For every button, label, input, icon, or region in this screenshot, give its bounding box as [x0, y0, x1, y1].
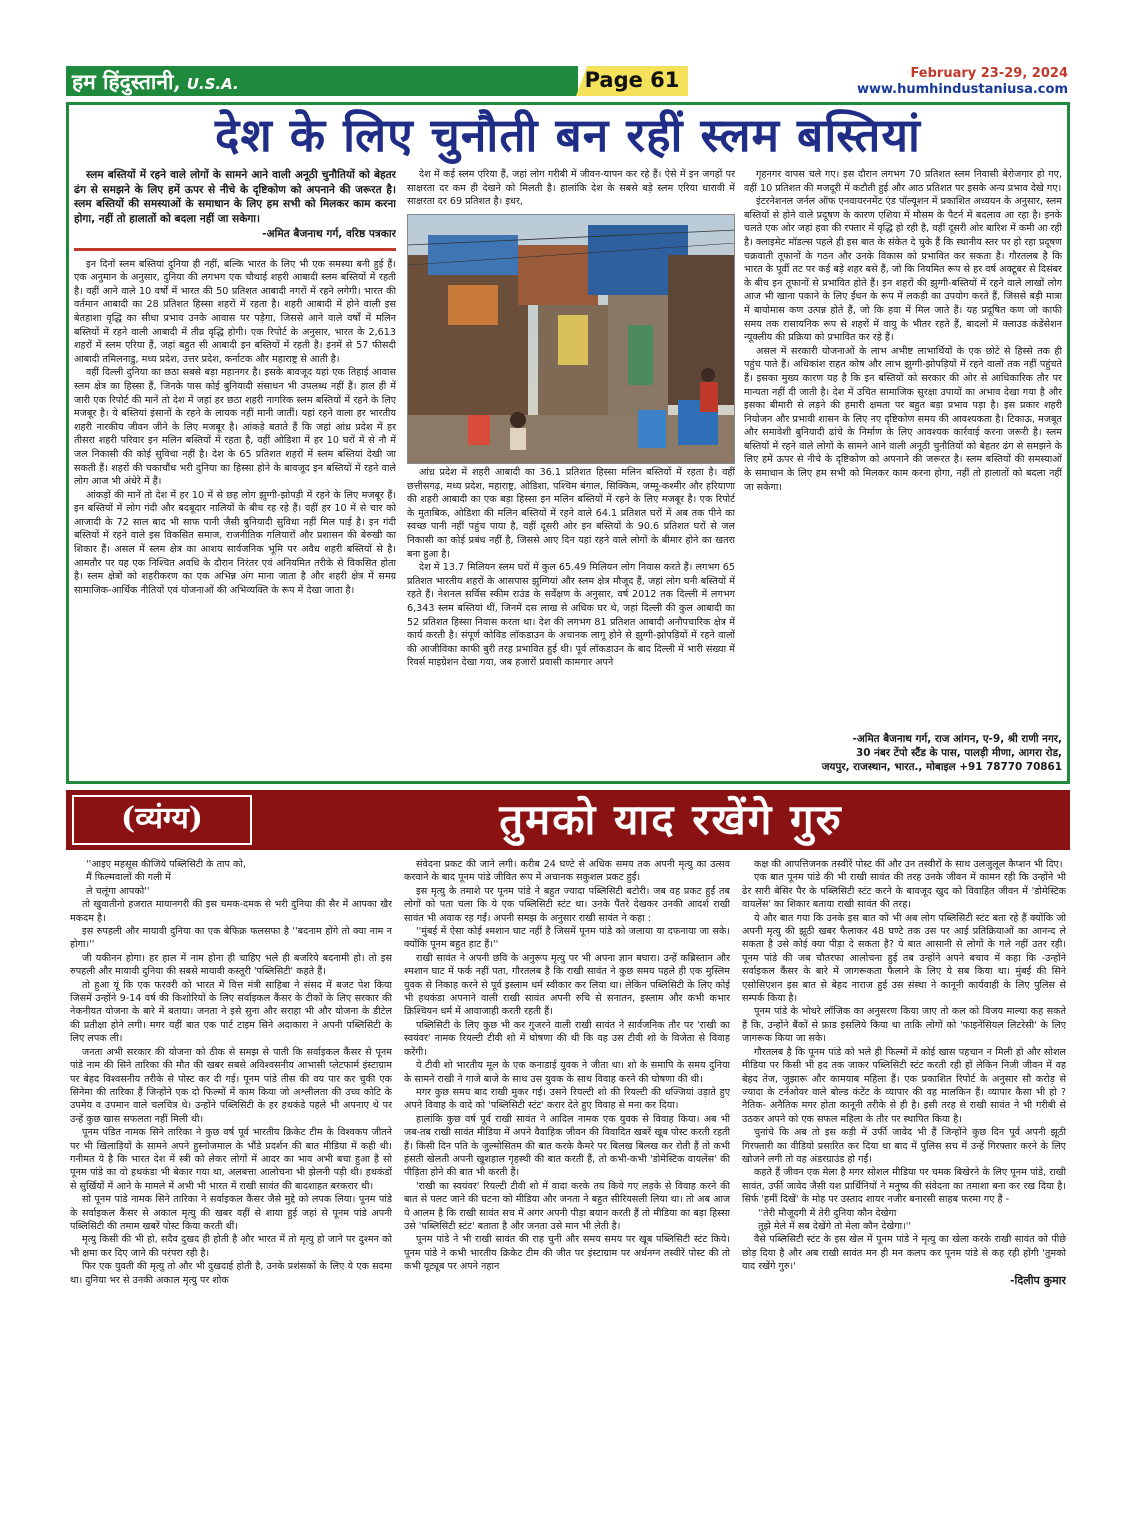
paragraph: वहीं दिल्ली दुनिया का छठा सबसे बड़ा महानगर है। इसके बावजूद यहां एक तिहाई आवास स्लम क्षेत्र का हिस्सा हैं, जिनके पास कोई बुनियादी संसाधन भी उपलब्ध नहीं हैं। हाल ही में जारी एक रिपोर्ट की मानें तो देश में जहां हर छठा शहरी नागरिक स्लम बस्तियों में रहने के लिए मजबूर है। ये बस्तियां इंसानों के रहने के लायक नहीं मानी जातीं। यहां रहने वाला हर भारतीय शहरी नारकीय जीवन जीने के लिए मजबूर है। आंकड़े बताते हैं कि जहां आंध्र प्रदेश में हर तीसरा शहरी परिवार इन मलिन बस्तियों में रहता है, वहीं ओडिशा में हर 10 घरों में से नौ में जल निकासी की कोई सुविधा नहीं है। देश के 65 प्रतिशत शहरों में स्लम बस्तियां देखी जा सकती हैं। शहरों की चकाचौंध भरी दुनिया का हिस्सा होने के बावजूद इन बस्तियों में रहने वाले लोग आज भी अंधेरे में हैं।: [74, 367, 396, 488]
newspaper-country: U.S.A.: [186, 75, 239, 93]
page-number: Page 61: [584, 68, 680, 92]
paragraph: इस मृत्यु के तमाशे पर पूनम पांडे ने बहुत ज्यादा पब्लिसिटी बटोरी। जब वह प्रकट हुईं तब लोगों को पता चला कि ये एक पब्लिसिटी स्टंट था। उनके पैंतरे देखकर उनकी आदर्श राखी सावंत भी अवाक रह गईं। अपनी समझ के अनुसार राखी सावंत ने कहा :: [404, 885, 730, 924]
paragraph: ये टीवी शो भारतीय मूल के एक कनाडाई युवक ने जीता था। शो के समापि के समय दुनिया के सामने राखी ने गाजे बाजे के साथ उस युवक के साथ विवाह करने की घोषणा की थी।: [404, 1060, 730, 1085]
paragraph: 'राखी का स्वयंवर' रियल्टी टीवी शो में वादा करके तय किये गए लड़के से विवाह करने की बात से पलट जाने की घटना को मीडिया और जनता ने बहुत सीरियसली लिया था। तो अब आज ये आलम है कि राखी सावंत सच में अगर अपनी पीड़ा बयान करती हैं तो मीडिया का बड़ा हिस्सा उसे 'पब्लिसिटी स्टंट' बताता है और जनता उसे मान भी लेती है।: [404, 1180, 730, 1232]
article1-signature: [744, 732, 1062, 778]
paragraph: गृहनगर वापस चले गए। इस दौरान लगभग 70 प्रतिशत स्लम निवासी बेरोजगार हो गए, वहीं 10 प्रतिशत की मजदूरी में कटौती हुई और आठ प्रतिशत पर इसके अन्य प्रभाव देखे गए।: [744, 169, 1062, 194]
paragraph: फिर एक युवती की मृत्यु तो और भी दुखदाई होती है, उनके प्रशंसकों के लिए ये एक सदमा था। दुनिया भर से उनकी अकाल मृत्यु पर शोक: [70, 1261, 392, 1286]
paragraph: कहते हैं जीवन एक मेला है मगर सोशल मीडिया पर चमक बिखेरने के लिए पूनम पांडे, राखी सावंत, उर्फी जावेद जैसी यश प्रार्थिनियों ने मनुष्य की संवेदना का तमाशा बना कर रख दिया है। सिर्फ 'हमीं दिखें' के मोह पर उस्ताद शायर नजीर बनारसी साहब फरमा गए हैं -: [742, 1167, 1066, 1206]
poem-line: तुझे मेले में सब देखेंगे तो मेला कौन देखेगा।'': [758, 1220, 911, 1232]
paragraph: जनता अभी सरकार की योजना को ठीक से समझ से पाती कि सर्वाइकल कैंसर से पूनम पांडे नाम की सिने तारिका की मौत की खबर सबसे अविश्वसनीय आभासी प्लेटफार्म इंस्टाग्राम पर बेहद विश्वसनीय तरीके से पोस्ट कर दी गई। पूनम पांडे तीस की वय पार कर चुकी एक सिनेमा की तारिका हैं जिन्होंने एक दो फिल्मों में काम किया जो अश्लीलता की उच्च कोटि के उपमेय व उपमान वाले चलचित्र थे। उन्होंने पब्लिसिटी के हर हथकंडे पहले भी अपनाए थे पर उन्हें कुछ खास सफलता नहीं मिली थी।: [70, 1046, 392, 1125]
paragraph: गौरतलब है कि पूनम पांडे को भले ही फिल्मों में कोई खास पहचान न मिली हो और सोशल मीडिया पर किसी भी हद तक जाकर पब्लिसिटी स्टंट करती रही हों लेकिन निजी जीवन में वह बेहद तेज, जुझारू और कामयाब महिला हैं। एक प्रकाशित रिपोर्ट के अनुसार सौ करोड़ से ज्यादा के टर्नओवर वाले बोल्ड कंटेंट के व्यापार की वह मालकिन हैं। व्यापार कैसा भी हो ?नैतिक- अनैतिक मगर होता कानूनी तरीके से ही है। इसी तरह से राखी सावंत ने भी गरीबी से उठकर अपने को एक सफल महिला के तौर पर स्थापित किया है।: [742, 1046, 1066, 1125]
article1-byline: -अमित बैजनाथ गर्ग, वरिष्ठ पत्रकार: [262, 228, 396, 240]
paragraph: संवेदना प्रकट की जाने लगी। करीब 24 घण्टे से अधिक समय तक अपनी मृत्यु का उत्सव करवाने के बाद पूनम पांडे जीवित रूप में अचानक सकुशल प्रकट हुईं।: [404, 859, 730, 884]
poem-line: ले चलूंगा आपको'': [86, 885, 150, 897]
article1-column-2-top: [407, 168, 735, 212]
paragraph: वैसे पब्लिसिटी स्टंट के इस खेल में पूनम पांडे ने मृत्यु का खेला करके राखी सावंत को पीछे छोड़ दिया है और अब राखी सावंत मन ही मन कलप कर पूनम पांडे से कह रही होंगी 'तुमको याद रखेंगे गुरु।': [742, 1234, 1066, 1273]
paragraph: जी यकीनन होगा। हर हाल में नाम होना ही चाहिए भले ही बजरिये बदनामी हो। तो इस रुपहली और मायावी दुनिया की सबसे मायावी कस्तूरी 'पब्लिसिटी' कहते हैं।: [70, 952, 392, 978]
article2-banner: [66, 790, 1070, 850]
article2-tag: (व्यंग्य): [121, 801, 203, 836]
article2-headline: तुमको याद रखेंगे गुरु: [499, 795, 843, 844]
paragraph: पूनम पांडे ने भी राखी सावंत की राह चुनी और समय समय पर खूब पब्लिसिटी स्टंट किये। पूनम पांडे ने कभी भारतीय क्रिकेट टीम की जीत पर इंस्टाग्राम पर अर्धनग्न तस्वीरें पोस्ट की तो कभी यूट्यूब पर अपने नहान: [404, 1234, 730, 1273]
masthead: [66, 66, 1070, 98]
paragraph: आंकड़ों की मानें तो देश में हर 10 में से छह लोग झुग्गी-झोपड़ी में रहने के लिए मजबूर हैं। इन बस्तियों में लोग गंदी और बदबूदार नालियों के बीच रह रहे हैं। वहीं हर 10 में से चार को आजादी के 72 साल बाद भी साफ पानी जैसी बुनियादी सुविधा नहीं मिल पाई है। इन गंदी बस्तियों में रहने वाले इस विकसित समाज, राजनीतिक गलियारों और प्रशासन की बेरुखी का शिकार हैं। असल में स्लम क्षेत्र का आशय सार्वजनिक भूमि पर अवैध शहरी बस्तियों से है। आमतौर पर यह एक निश्चित अवधि के दौरान निरंतर एवं अनियमित तरीके से विकसित होता है। स्लम क्षेत्रों को शहरीकरण का एक अभिन्न अंग माना जाता है और शहरी क्षेत्र में समग्र सामाजिक-आर्थिक नीतियों एवं योजनाओं की अभिव्यक्ति के रूप में देखा जाता है।: [74, 489, 396, 596]
poem-line: ''तेरी मौजूदगी में तेरी दुनिया कौन देखेगा: [758, 1207, 897, 1219]
paragraph: सो पूनम पांडे नामक सिने तारिका ने सर्वाइकल कैंसर जैसे मुद्दे को लपक लिया। पूनम पांडे के सर्वाइकल कैंसर से अकाल मृत्यु की खबर वहीं से शाया हुई जहां से पूनम पांडे अपनी पब्लिसिटी की तमाम खबरें पोस्ट किया करती थीं।: [70, 1194, 392, 1232]
poem-line: ''आइए महसूस कीजिये पब्लिसिटी के ताप को,: [86, 859, 246, 870]
red-divider: [74, 248, 396, 251]
paragraph: पब्लिसिटी के लिए कुछ भी कर गुजरने वाली राखी सावंत ने सार्वजनिक तौर पर 'राखी का स्वयंवर' नामक रियल्टी टीवी शो में घोषणा की थी कि वह उस टीवी शो के विजेता से विवाह करेंगी।: [404, 1019, 730, 1058]
article1-intro: स्लम बस्तियों में रहने वाले लोगों के सामने आने वाली अनूठी चुनौतियों को बेहतर ढंग से समझने के लिए हमें ऊपर से नीचे के दृष्टिकोण को अपनाने की जरूरत है। स्लम बस्तियों की समस्याओं के समाधान के लिए हम सभी को मिलकर काम करना होगा, नहीं तो हालातों को बदला नहीं जा सकेगा।: [74, 169, 396, 225]
paragraph: पूनम पंडित नामक सिने तारिका ने कुछ वर्ष पूर्व भारतीय क्रिकेट टीम के विश्वकप जीतने पर भी खिलाड़ियों के सामने अपने हुस्नोजमाल के भौंडे प्रदर्शन की बात मीडिया में कही थी। गनीमत ये है कि भारत देश में स्त्री को लेकर लोगों में आदर का भाव अभी बचा हुआ है सो पूनम पांडे का वो हथकंडा भी बेकार गया था, अलबत्ता आलोचना भी झेलनी पड़ी थी। हथकंडों से सुर्खियों में आने के मामले में अभी भी भारत में राखी सावंत की बादशाहत बरकरार थी।: [70, 1127, 392, 1192]
slum-photo: [407, 214, 735, 464]
paragraph: आंध्र प्रदेश में शहरी आबादी का 36.1 प्रतिशत हिस्सा मलिन बस्तियों में रहता है। वहीं छत्तीसगढ़, मध्य प्रदेश, महाराष्ट्र, ओडिशा, पश्चिम बंगाल, सिक्किम, जम्मू-कश्मीर और हरियाणा की शहरी आबादी का एक बड़ा हिस्सा इन मलिन बस्तियों में रहने के लिए मजबूर है। एक रिपोर्ट के मुताबिक, ओडिशा की मलिन बस्तियों में रहने वाले 64.1 प्रतिशत घरों में अब तक पीने का स्वच्छ पानी नहीं पहुंच पाया है, वहीं दूसरी ओर इन बस्तियों के 90.6 प्रतिशत घरों से जल निकासी का कोई प्रबंध नहीं है, जिससे आए दिन यहां रहने वाले लोगों के बीमार होने का खतरा बना हुआ है।: [407, 467, 735, 560]
issue-date: February 23-29, 2024: [910, 66, 1068, 81]
article1-column-2-bottom: [407, 466, 735, 778]
paragraph: इस रुपहली और मायावी दुनिया का एक बेफिक्र फलसफा है ''बदनाम होंगे तो क्या नाम न होगा।'': [70, 926, 392, 951]
paragraph: तो हुआ यूं कि एक फरवरी को भारत में वित्त मंत्री साहिबा ने संसद में बजट पेश किया जिसमें उन्होंने 9-14 वर्ष की किशोरियों के लिए सर्वाइकल कैंसर के टीकों के लिए सरकार की नेकनीयत योजना के बारे में बताया। जनता ने इसे सुना और सराहा भी और योजना के डीटेल की प्रतीक्षा होने लगी। मगर यहीं बात एक पार्ट टाइम सिने अदाकारा ने अपनी पब्लिसिटी के लिए लपक ली।: [70, 979, 392, 1045]
signature-line: जयपुर, राजस्थान, भारत., मोबाइल +91 78770 70861: [821, 761, 1062, 773]
paragraph: राखी सावंत ने अपनी छवि के अनुरूप मृत्यु पर भी अपना ज्ञान बघारा। उन्हें कब्रिस्तान और श्मशान घाट में फर्क नहीं पता, गौरतलब है कि राखी सावंत ने कुछ समय पहले ही एक मुस्लिम युवक से निकाह करने से पूर्व इस्लाम धर्म स्वीकार कर लिया था। लेकिन पब्लिसिटी के लिए कोई भी हथकंडा अपनाने वाली राखी सावंत अपनी रुचि से सनातन, इस्लाम और कभी कभार क्रिश्चियन धर्म में आवाजाही करती रहती हैं।: [404, 952, 730, 1018]
paragraph: देश में 13.7 मिलियन स्लम घरों में कुल 65.49 मिलियन लोग निवास करते हैं। लगभग 65 प्रतिशत भारतीय शहरों के आसपास झुग्गियां और स्लम क्षेत्र मौजूद हैं, जहां लोग घनी बस्तियों में रहते हैं। नेशनल सर्विस स्कीम राउंड के सर्वेक्षण के अनुसार, वर्ष 2012 तक दिल्ली में लगभग 6,343 स्लम बस्तियां थीं, जिनमें दस लाख से अधिक घर थे, जहां दिल्ली की कुल आबादी का 52 प्रतिशत हिस्सा निवास करता था। देश की लगभग 81 प्रतिशत आबादी अनौपचारिक क्षेत्र में कार्य करती है। संपूर्ण कोविड लॉकडाउन के अचानक लागू होने से झुग्गी-झोपड़ियों में रहने वालों की आजीविका काफी बुरी तरह प्रभावित हुई थी। पूर्व लॉकडाउन के बाद दिल्ली में भारी संख्या में रिवर्स माइग्रेशन देखा गया, जब हजारों प्रवासी कामगार अपने: [407, 562, 735, 669]
article2-column-3: [742, 858, 1066, 1474]
article1-column-3: [744, 168, 1062, 732]
paragraph: ये और बात गया कि उनके इस बात को भी अब लोग पब्लिसिटी स्टंट बता रहे हैं क्योंकि जो अपनी मृत्यु की झूठी खबर फैलाकर 48 घण्टे तक उस पर आई प्रतिक्रियाओं का आनन्द ले सकता है उसे कोई क्या पीड़ा दे सकता है? ये बात आसानी से लोगों के गले नहीं उतर रही। पूनम पांडे की जब चौतरफा आलोचना हुई तब उन्होंने अपने बचाव में कहा कि -उन्होंने सर्वाइकल कैंसर के बारे में जागरूकता फैलाने के लिए ये सब किया था। मुंबई की सिने एसोसिएशन इस बात से बेहद नाराज हुई उस संस्था ने कानूनी कार्यवाही के लिए पुलिस से सम्पर्क किया है।: [742, 912, 1066, 1005]
paragraph: हालांकि कुछ वर्ष पूर्व राखी सावंत ने आदिल नामक एक युवक से विवाह किया। अब भी जब-तब राखी सावंत मीडिया में अपने वैवाहिक जीवन की विवादित खबरें खूब पोस्ट करती रहती हैं। किसी दिन पति के जुल्मोसितम की बात करके कैमरे पर बिलख बिलख कर रोती हैं तो कभी हंसती खेलती अपनी खुशहाल गृहस्थी की बात करती हैं, तो कभी-कभी 'डोमेस्टिक वायलेंस' की पीड़िता होने की बात भी करती हैं।: [404, 1113, 730, 1179]
paragraph: एक बात पूनम पांडे की भी राखी सावंत की तरह उनके जीवन में कामन रही कि उन्होंने भी ढेर सारी बेसिर पैर के पब्लिसिटी स्टंट करने के बावजूद खुद को विवाहित जीवन में 'डोमेस्टिक वायलेंस' का शिकार बताया राखी सावंत की तरह।: [742, 872, 1066, 911]
article1-column-1: [74, 168, 396, 776]
paragraph: मृत्यु किसी की भी हो, सदैव दुखद ही होती है और भारत में तो मृत्यु हो जाने पर दुश्मन को भी क्षमा कर दिए जाने की परंपरा रही है।: [70, 1234, 392, 1259]
newspaper-name: हम हिंदुस्तानी, U.S.A.: [72, 69, 239, 94]
article2-column-1: [70, 858, 392, 1474]
paragraph: कक्ष की आपत्तिजनक तस्वीरें पोस्ट कीं और उन तस्वीरों के साथ उलजुलूल कैप्शन भी दिए।: [754, 859, 1063, 870]
signature-line: -अमित बैजनाथ गर्ग, राज आंगन, ए-9, श्री राणी नगर,: [852, 733, 1062, 745]
poem-line: मैं फिल्मवालों की गली में: [86, 872, 171, 884]
signature-line: 30 नंबर टेंपो स्टैंड के पास, पालड़ी मीणा, आगरा रोड,: [856, 747, 1062, 759]
article2-column-2: [404, 858, 730, 1474]
article1-headline: देश के लिए चुनौती बन रहीं स्लम बस्तियां: [215, 108, 921, 162]
paragraph: इन दिनों स्लम बस्तियां दुनिया ही नहीं, बल्कि भारत के लिए भी एक समस्या बनी हुई हैं। एक अनुमान के अनुसार, दुनिया की लगभग एक चौथाई शहरी आबादी स्लम बस्तियों में रहती है। वहीं आने वाले 10 वर्षों में भारत की 50 प्रतिशत आबादी नगरों में रहने लगेगी। भारत की वर्तमान आबादी का 28 प्रतिशत हिस्सा शहरों में रहता है। शहरी आबादी में होने वाली इस बेतहाशा वृद्धि का सीधा प्रभाव उनके आवास पर पड़ेगा, जिससे आने वाले वर्षों में मलिन बस्तियों में रहने वाली आबादी में तीव्र वृद्धि होगी। एक रिपोर्ट के अनुसार, भारत के 2,613 शहरों में स्लम एरिया हैं, जहां बहुत सी आबादी इन बस्तियों में रहती है। इनमें से 57 फीसदी आबादी तमिलनाडु, मध्य प्रदेश, उत्तर प्रदेश, कर्नाटक और महाराष्ट्र से आती है।: [74, 258, 396, 365]
slum-photo-icon: [408, 215, 735, 464]
paragraph: तो खुवातीनो हजरात मायानगरी की इस चमक-दमक से भरी दुनिया की सैर में आपका खैर मकदम है।: [70, 899, 392, 924]
paragraph: मगर कुछ समय बाद राखी मुकर गई। उसने रियल्टी शो की रियल्टी की धज्जियां उड़ाते हुए अपने विवाह के वादे को 'पब्लिसिटी स्टंट' करार देते हुए विवाह से मना कर दिया।: [404, 1086, 730, 1112]
paragraph: पूनम पांडे के भोथरे लॉजिक का अनुसरण किया जाए तो कल को विजय माल्या कह सकते हैं कि, उन्होंने बैंकों से फ्राड इसलिये किया था ताकि लोगों को 'फाइनेंसियल लिटरेसी' के लिए जागरूक किया जा सके।: [742, 1006, 1066, 1045]
paragraph: देश में कई स्लम एरिया हैं, जहां लोग गरीबी में जीवन-यापन कर रहे हैं। ऐसे में इन जगहों पर साक्षरता दर कम ही देखने को मिलती है। हालांकि देश के सबसे बड़े स्लम एरिया धारावी में साक्षरता दर 69 प्रतिशत है। इधर,: [407, 169, 735, 208]
article2-author: -दिलीप कुमार: [1009, 1273, 1066, 1287]
paragraph: ''मुंबई में ऐसा कोई श्मशान घाट नहीं है जिसमें पूनम पांडे को जलाया या दफनाया जा सके। क्योंकि पूनम बहुत हाट हैं।'': [404, 926, 730, 951]
paragraph: असल में सरकारी योजनाओं के लाभ अभीष्ट लाभार्थियों के एक छोटे से हिस्से तक ही पहुंच पाते हैं। अधिकांश राहत कोष और लाभ झुग्गी-झोपड़ियों में रहने वालों तक नहीं पहुंचते हैं। इसका मुख्य कारण यह है कि इन बस्तियों को सरकार की ओर से आधिकारिक तौर पर मान्यता नहीं दी जाती है। देश में उचित सामाजिक सुरक्षा उपायों का अभाव देखा गया है और इसका बीमारी से लड़ने की हमारी क्षमता पर बहुत बड़ा प्रभाव पड़ा है। इस प्रकार शहरी नियोजन और प्रभावी शासन के लिए नए दृष्टिकोण समय की आवश्यकता है। टिकाऊ, मजबूत और समावेशी बुनियादी ढांचे के निर्माण के लिए आवश्यक कार्रवाई करना जरूरी है। स्लम बस्तियों में रहने वाले लोगों के सामने आने वाली अनूठी चुनौतियों को बेहतर ढंग से समझने के लिए हमें ऊपर से नीचे के दृष्टिकोण को अपनाने की जरूरत है। स्लम बस्तियों की समस्याओं के समाधान के लिए हम सभी को मिलकर काम करना होगा, नहीं तो हालातों को बदला नहीं जा सकेगा।: [744, 345, 1062, 493]
paragraph: चुनांचे कि अब तो इस कड़ी में उर्फी जावेद भी हैं जिन्होंने कुछ दिन पूर्व अपनी झूठी गिरफ्तारी का वीडियो प्रसारित कर दिया था बाद में पुलिस सच में उन्हें गिरफ्तार करने के लिए खोजने लगी तो वह अंडरग्राउंड हो गईं।: [742, 1127, 1066, 1165]
paragraph: इंटरनेशनल जर्नल ऑफ एनवायरनमेंट एंड पॉल्यूशन में प्रकाशित अध्ययन के अनुसार, स्लम बस्तियों से होने वाले प्रदूषण के कारण एशिया में मौसम के पैटर्न में बदलाव आ रहा है। इनके चलते एक ओर जहां हवा की रफ्तार में वृद्धि हो रही है, वहीं दूसरी ओर बारिश में कमी आ रही है। क्लाइमेट मॉडल्स पहले ही इस बात के संकेत दे चुके हैं कि स्थानीय स्तर पर हो रहा प्रदूषण चक्रवाती तूफानों के गठन और उनके विकास को प्रभावित कर सकता है। गौरतलब है कि भारत के पूर्वी तट पर कई बड़े शहर बसे हैं, जो कि नियमित रूप से हर वर्ष अक्टूबर से दिसंबर के बीच इन तूफानों से प्रभावित होते हैं। इन शहरों की झुग्गी-बस्तियों में रहने वाले लाखों लोग आज भी खाना पकाने के लिए ईंधन के रूप में लकड़ी का उपयोग करते हैं, जिससे बड़ी मात्रा में बायोमास कण उत्पन्न होते हैं, जो कि हवा में मिल जाते हैं। यह प्रदूषित कण जो काफी समय तक रासायनिक रूप से शहरों में वायु के भीतर रहते हैं, बादलों में क्लाउड कंडेंसेशन न्यूक्लीय की प्रक्रिया को प्रभावित कर रहे हैं।: [744, 196, 1062, 344]
website-link[interactable]: www.humhindustaniusa.com: [856, 82, 1068, 97]
